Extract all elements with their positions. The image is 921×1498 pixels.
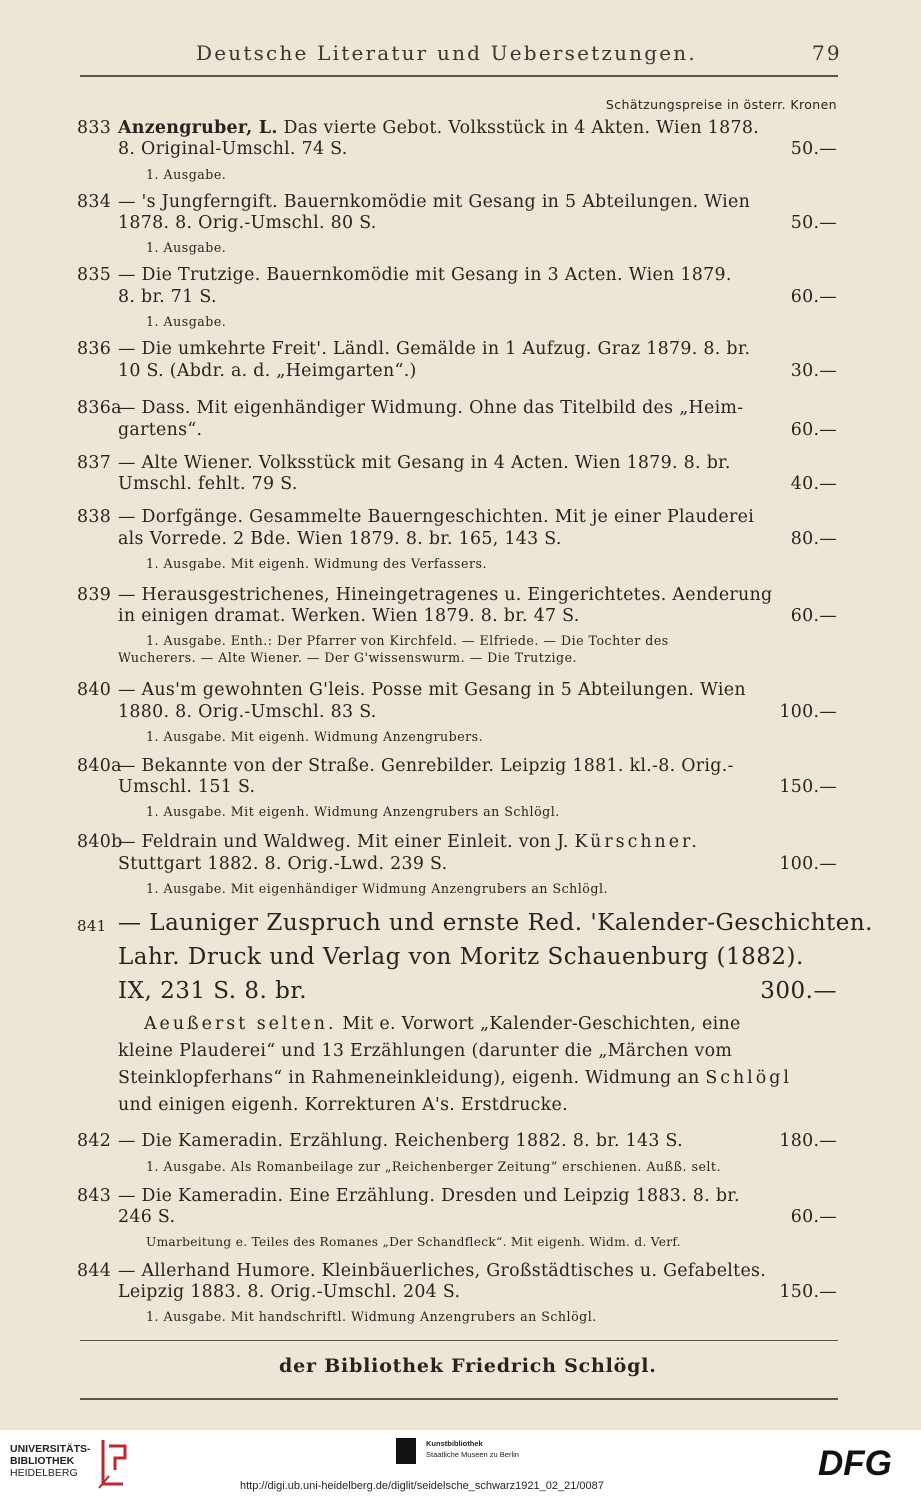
entry-price: 60.—	[790, 287, 837, 307]
entry-note: 1. Ausgabe.	[146, 314, 227, 329]
entry-number: 833	[77, 118, 112, 138]
uni-line-3: HEIDELBERG	[10, 1467, 78, 1479]
entry-description-line	[118, 1068, 792, 1088]
entry-price: 50.—	[790, 213, 837, 233]
page-number: 79	[812, 41, 842, 65]
price-note: Schätzungspreise in österr. Kronen	[605, 97, 837, 112]
entry-detail-line: 1880. 8. Orig.-Umschl. 83 S.	[118, 702, 377, 722]
kb-label: Kunstbibliothek	[426, 1439, 483, 1448]
entry-title-line: — Die Kameradin. Eine Erzählung. Dresden und Leipzig 1883. 8. br.	[118, 1186, 740, 1206]
entry-note: 1. Ausgabe. Mit eigenh. Widmung Anzengrubers an Schlögl.	[146, 804, 560, 819]
entry-title-line: — Die Trutzige. Bauernkomödie mit Gesang in 3 Acten. Wien 1879.	[118, 265, 732, 285]
page-header-title: Deutsche Literatur und Uebersetzungen.	[196, 41, 697, 65]
entry-title-line	[118, 832, 700, 852]
entry-author: Anzengruber, L.	[118, 118, 278, 138]
entry-note: Wucherers. — Alte Wiener. — Der G'wissenswurm. — Die Trutzige.	[118, 650, 578, 665]
entry-price: 180.—	[779, 1131, 837, 1151]
entry-price: 50.—	[790, 139, 837, 159]
entry-detail-line: als Vorrede. 2 Bde. Wien 1879. 8. br. 165, 143 S.	[118, 529, 562, 549]
entry-number: 836a	[77, 398, 122, 418]
entry-editor-name: Kürschner.	[574, 832, 700, 852]
kb-sublabel: Staatliche Museen zu Berlin	[426, 1450, 519, 1459]
entry-number: 835	[77, 265, 112, 285]
entry-description-line: kleine Plauderei“ und 13 Erzählungen (darunter die „Märchen vom	[118, 1041, 733, 1061]
entry-detail-line: IX, 231 S. 8. br.	[118, 978, 308, 1004]
kunstbibliothek-logo-icon	[396, 1438, 416, 1464]
entry-title-text: Das vierte Gebot. Volksstück in 4 Akten. Wien 1878.	[283, 118, 760, 138]
entry-price: 80.—	[790, 529, 837, 549]
entry-price: 60.—	[790, 1207, 837, 1227]
entry-title-line	[118, 118, 759, 138]
entry-price: 30.—	[790, 361, 837, 381]
bottom-rule	[80, 1398, 838, 1400]
entry-title-line: — Herausgestrichenes, Hineingetragenes u. Eingerichtetes. Aenderung	[118, 585, 773, 605]
entry-title-line: — 's Jungferngift. Bauernkomödie mit Gesang in 5 Abteilungen. Wien	[118, 192, 751, 212]
entry-number: 844	[77, 1261, 112, 1281]
digitization-footer	[0, 1430, 921, 1498]
entry-number: 842	[77, 1131, 112, 1151]
entry-title-line: — Die Kameradin. Erzählung. Reichenberg 1882. 8. br. 143 S.	[118, 1131, 683, 1151]
entry-number: 836	[77, 339, 112, 359]
entry-description-line	[144, 1014, 741, 1034]
entry-note: 1. Ausgabe. Enth.: Der Pfarrer von Kirchfeld. — Elfriede. — Die Tochter des	[146, 633, 669, 648]
entry-detail-line: Lahr. Druck und Verlag von Moritz Schauenburg (1882).	[118, 944, 804, 970]
entry-title-text: — Feldrain und Waldweg. Mit einer Einleit. von J.	[118, 832, 569, 852]
entry-detail-line: Umschl. 151 S.	[118, 777, 256, 797]
entry-detail-line: gartens“.	[118, 420, 203, 440]
entry-description-text: Steinklopferhans“ in Rahmeneinkleidung), eigenh. Widmung an	[118, 1068, 700, 1088]
uni-line-2: BIBLIOTHEK	[10, 1455, 75, 1467]
entry-number: 840b	[77, 832, 123, 852]
entry-detail-line: 246 S.	[118, 1207, 176, 1227]
entry-note: 1. Ausgabe. Mit eigenh. Widmung des Verfassers.	[146, 556, 487, 571]
entry-note	[146, 1159, 721, 1174]
uni-heidelberg-logo-icon	[95, 1436, 129, 1490]
entry-description-text: Mit e. Vorwort „Kalender-Geschichten, eine	[342, 1014, 741, 1034]
entry-title-line: — Die umkehrte Freit'. Ländl. Gemälde in 1 Aufzug. Graz 1879. 8. br.	[118, 339, 751, 359]
entry-detail-line: Umschl. fehlt. 79 S.	[118, 474, 298, 494]
entry-detail-line: 8. br. 71 S.	[118, 287, 217, 307]
entry-title-line: — Launiger Zuspruch und ernste Red. 'Kalender-Geschichten.	[118, 910, 873, 936]
entry-title-line: — Bekannte von der Straße. Genrebilder. Leipzig 1881. kl.-8. Orig.-	[118, 756, 734, 776]
entry-note: 1. Ausgabe.	[146, 240, 227, 255]
entry-note: 1. Ausgabe. Mit eigenhändiger Widmung Anzengrubers an Schlögl.	[146, 881, 608, 896]
entry-price: 100.—	[779, 702, 837, 722]
entry-note: 1. Ausgabe.	[146, 167, 227, 182]
source-url[interactable]: http://digi.ub.uni-heidelberg.de/diglit/seidelsche_schwarz1921_02_21/0087	[240, 1480, 604, 1492]
entry-note: Umarbeitung e. Teiles des Romanes „Der Schandfleck“. Mit eigenh. Widm. d. Verf.	[146, 1235, 681, 1249]
entry-number: 839	[77, 585, 112, 605]
entry-detail-line: 10 S. (Abdr. a. d. „Heimgarten“.)	[118, 361, 417, 381]
entry-number: 840	[77, 680, 112, 700]
entry-price: 40.—	[790, 474, 837, 494]
entry-number: 843	[77, 1186, 112, 1206]
entry-detail-line: in einigen dramat. Werken. Wien 1879. 8. br. 47 S.	[118, 606, 580, 626]
entry-number: 838	[77, 507, 112, 527]
entry-number: 840a	[77, 756, 122, 776]
entry-detail-line: Stuttgart 1882. 8. Orig.-Lwd. 239 S.	[118, 854, 448, 874]
entry-number: 837	[77, 453, 112, 473]
entry-price: 150.—	[779, 1282, 837, 1302]
dfg-logo: DFG	[818, 1444, 892, 1483]
entry-note: 1. Ausgabe. Mit handschriftl. Widmung Anzengrubers an Schlögl.	[146, 1309, 597, 1324]
entry-price: 60.—	[790, 420, 837, 440]
entry-note-text: 1. Ausgabe. Als Romanbeilage zur „Reichenberger Zeitung“ erschienen.	[146, 1159, 642, 1174]
entry-description-line: und einigen eigenh. Korrekturen A's. Erstdrucke.	[118, 1095, 568, 1115]
entry-price: 150.—	[779, 777, 837, 797]
entry-price: 100.—	[779, 854, 837, 874]
entry-title-line: — Allerhand Humore. Kleinbäuerliches, Großstädtisches u. Gefabeltes.	[118, 1261, 767, 1281]
entry-detail-line: 1878. 8. Orig.-Umschl. 80 S.	[118, 213, 377, 233]
uni-line-1: UNIVERSITÄTS-	[10, 1443, 91, 1455]
entry-note: 1. Ausgabe. Mit eigenh. Widmung Anzengrubers.	[146, 729, 484, 744]
entry-price: 300.—	[760, 978, 837, 1004]
uni-library-label	[10, 1443, 91, 1479]
entry-detail-line: Leipzig 1883. 8. Orig.-Umschl. 204 S.	[118, 1282, 461, 1302]
entry-price: 60.—	[790, 606, 837, 626]
entry-number: 834	[77, 192, 112, 212]
recipient-name: Schlögl	[705, 1068, 792, 1088]
entry-detail-line: 8. Original-Umschl. 74 S.	[118, 139, 348, 159]
rarity-note: Außß. selt.	[646, 1159, 721, 1174]
entry-title-line: — Dorfgänge. Gesammelte Bauerngeschichten. Mit je einer Plauderei	[118, 507, 755, 527]
entry-title-line: — Aus'm gewohnten G'leis. Posse mit Gesang in 5 Abteilungen. Wien	[118, 680, 746, 700]
entry-title-line: — Alte Wiener. Volksstück mit Gesang in 4 Acten. Wien 1879. 8. br.	[118, 453, 731, 473]
header-rule	[80, 75, 838, 77]
rarity-note: Aeußerst selten.	[144, 1014, 337, 1034]
entry-title-line: — Dass. Mit eigenhändiger Widmung. Ohne das Titelbild des „Heim-	[118, 398, 744, 418]
footer-rule	[80, 1340, 838, 1341]
collection-title: der Bibliothek Friedrich Schlögl.	[279, 1355, 657, 1377]
entry-number: 841	[77, 917, 107, 935]
